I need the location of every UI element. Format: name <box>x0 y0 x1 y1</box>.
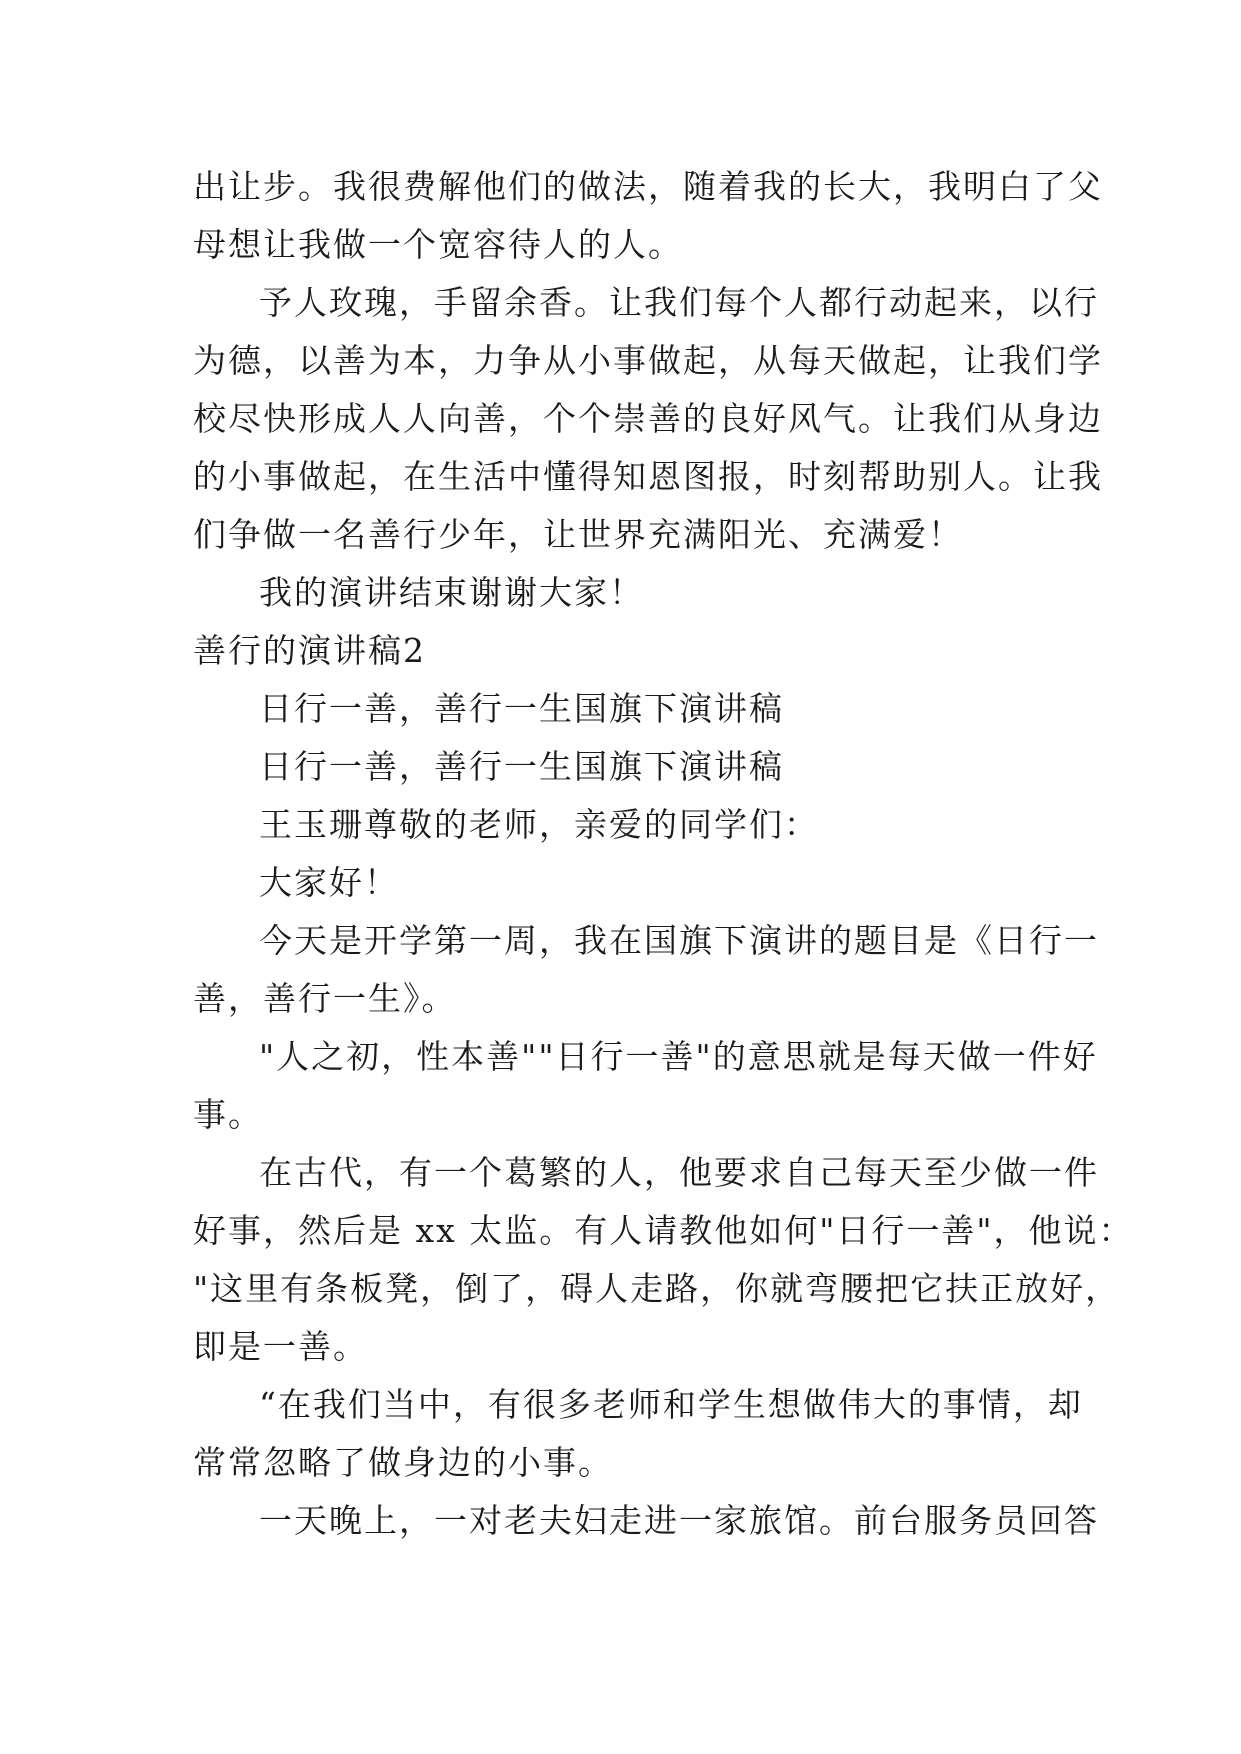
text-line: 校尽快形成人人向善，个个崇善的良好风气。让我们从身边 <box>193 399 1103 438</box>
text-line: 母想让我做一个宽容待人的人。 <box>193 225 683 264</box>
text-line: 常常忽略了做身边的小事。 <box>193 1443 613 1482</box>
text-line: 的小事做起，在生活中懂得知恩图报，时刻帮助别人。让我 <box>193 457 1103 496</box>
text-line: "这里有条板凳，倒了，碍人走路，你就弯腰把它扶正放好， <box>193 1269 1121 1308</box>
text-line: 即是一善。 <box>193 1327 368 1366</box>
paragraph-start-line: "人之初，性本善""日行一善"的意思就是每天做一件好 <box>259 1037 1098 1076</box>
text-line: 为德，以善为本，力争从小事做起，从每天做起，让我们学 <box>193 341 1103 380</box>
text-line: 善，善行一生》。 <box>193 979 457 1018</box>
greeting-line: 大家好！ <box>259 863 399 902</box>
section-heading: 善行的演讲稿2 <box>193 631 426 670</box>
text-line: 们争做一名善行少年，让世界充满阳光、充满爱！ <box>193 515 963 554</box>
closing-line: 我的演讲结束谢谢大家！ <box>259 573 644 612</box>
document-body <box>193 158 1134 1550</box>
text-line: 事。 <box>193 1095 263 1134</box>
paragraph-start-line: 予人玫瑰，手留余香。让我们每个人都行动起来，以行 <box>259 283 1099 322</box>
paragraph-start-line: “在我们当中，有很多老师和学生想做伟大的事情，却 <box>259 1385 1083 1424</box>
paragraph-start-line: 在古代，有一个葛繁的人，他要求自己每天至少做一件 <box>259 1153 1099 1192</box>
speech-title: 日行一善，善行一生国旗下演讲稿 <box>259 747 784 786</box>
text-line: 好事，然后是 xx 太监。有人请教他如何"日行一善"，他说： <box>193 1211 1134 1250</box>
salutation-line: 王玉珊尊敬的老师，亲爱的同学们： <box>259 805 819 844</box>
paragraph-start-line: 今天是开学第一周，我在国旗下演讲的题目是《日行一 <box>259 921 1099 960</box>
speech-title: 日行一善，善行一生国旗下演讲稿 <box>259 689 784 728</box>
text-line: 出让步。我很费解他们的做法，随着我的长大，我明白了父 <box>193 167 1103 206</box>
paragraph-start-line: 一天晚上，一对老夫妇走进一家旅馆。前台服务员回答 <box>259 1501 1099 1540</box>
